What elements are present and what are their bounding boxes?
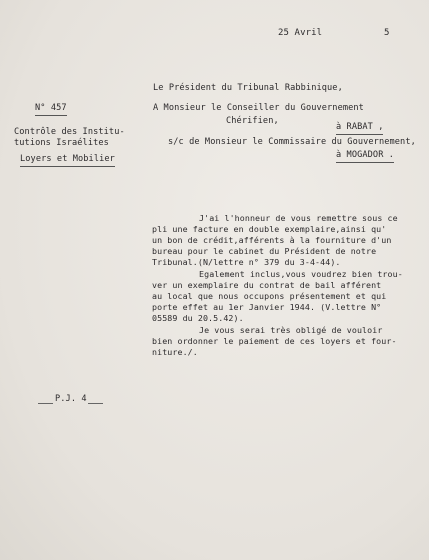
body-line: Tribunal.(N/lettre n° 379 du 3-4-44). (152, 257, 341, 267)
body-line: pli une facture en double exemplaire,ainsi qu' (152, 224, 387, 234)
body-line: bureau pour le cabinet du Président de notre (152, 246, 377, 256)
body-line: ver un exemplaire du contrat de bail afférent (152, 280, 382, 290)
recipient-line-2: Chérifien, (226, 116, 279, 126)
page-number: 5 (384, 28, 390, 38)
enclosures: P.J. 4 (55, 394, 87, 404)
body-line: un bon de crédit,afférents à la fourniture d'un (152, 235, 392, 245)
subject-line-3: Loyers et Mobilier (20, 154, 115, 167)
subject-line-2: tutions Israélites (14, 138, 109, 148)
date: 25 Avril (278, 28, 323, 38)
sender-line: Le Président du Tribunal Rabbinique, (153, 83, 343, 93)
body-line: niture./. (152, 347, 198, 357)
subject-line-1: Contrôle des Institu- (14, 127, 125, 137)
body-line: Egalement inclus,vous voudrez bien trou- (199, 269, 403, 279)
underline-mark (38, 403, 53, 404)
body-line: 05589 du 20.5.42). (152, 313, 244, 323)
via-place: à MOGADOR . (336, 150, 394, 163)
reference-number: N° 457 (35, 103, 67, 116)
body-line: bien ordonner le paiement de ces loyers et four- (152, 336, 397, 346)
body-line: porte effet au 1er Janvier 1944. (V.lettre N° (152, 302, 382, 312)
recipient-line: A Monsieur le Conseiller du Gouvernement (153, 103, 364, 113)
body-line: J'ai l'honneur de vous remettre sous ce (199, 213, 398, 223)
body-line: Je vous serai très obligé de vouloir (199, 325, 383, 335)
via-line: s/c de Monsieur le Commissaire du Gouvernement, (168, 137, 416, 147)
body-line: au local que nous occupons présentement et qui (152, 291, 387, 301)
recipient-place: à RABAT , (336, 122, 383, 135)
underline-mark (88, 403, 103, 404)
